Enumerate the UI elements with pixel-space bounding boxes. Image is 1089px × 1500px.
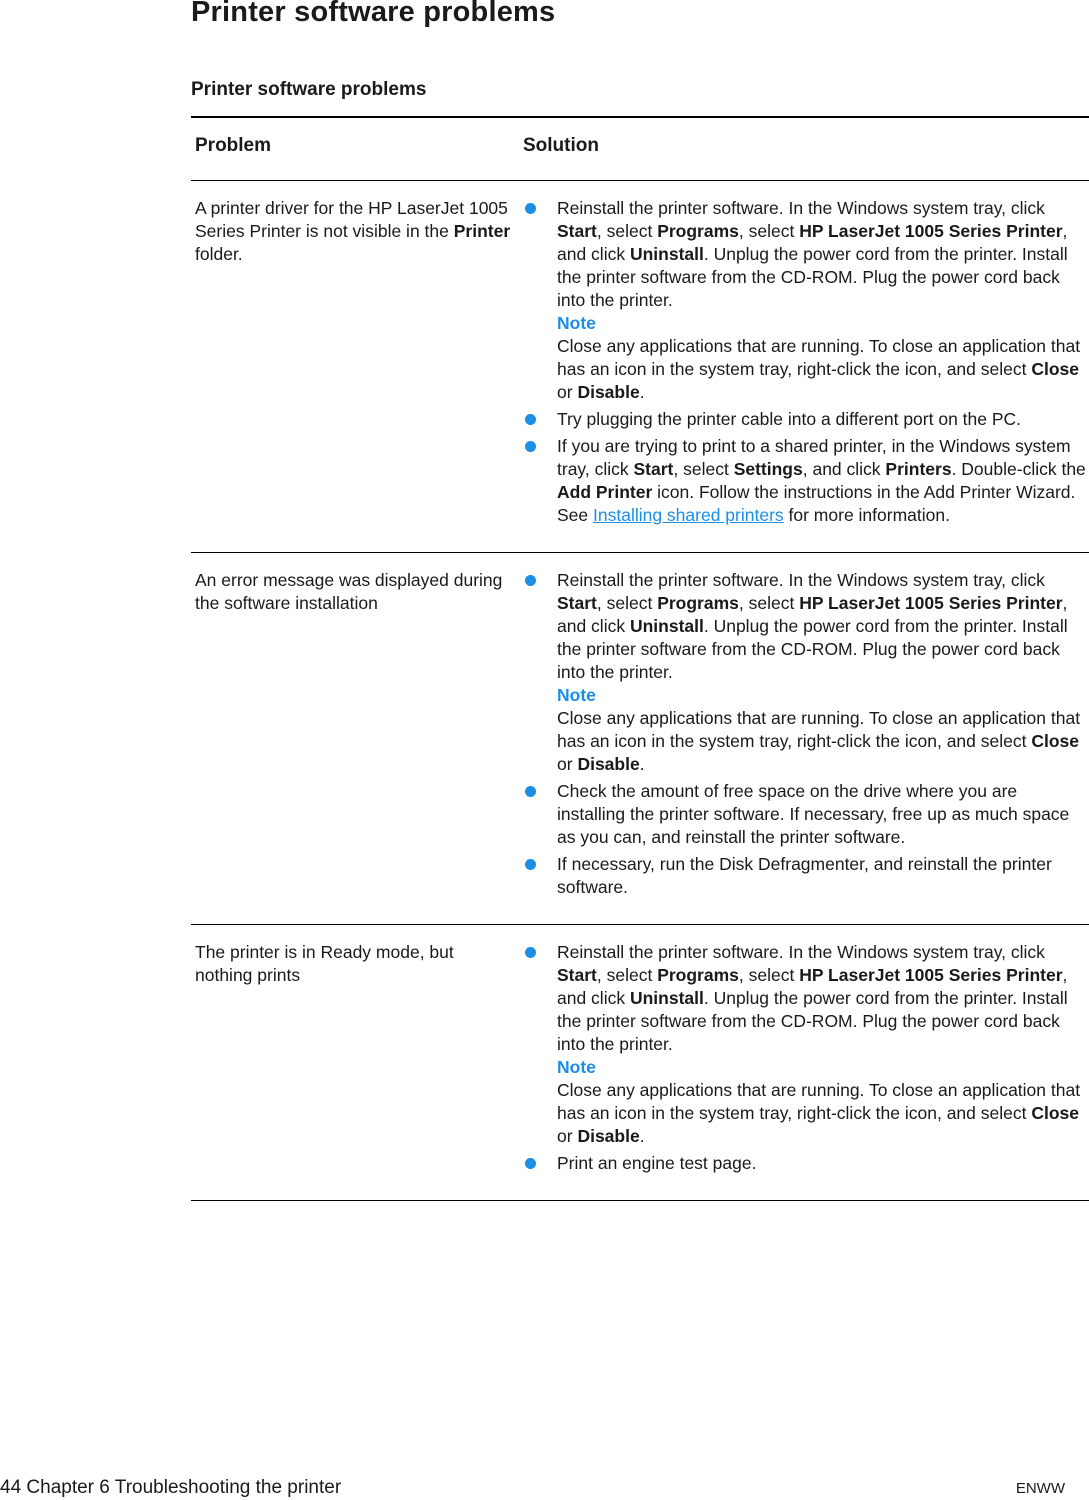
solution-bullet: Reinstall the printer software. In the Windows system tray, click Start, select Programs, select HP LaserJet 1005 Series Printer, and click Uninstall. Unplug the power cord from the printer. Install the printer software from the CD-ROM. Plug the power cord back into the printer. Note Close any applications that are running. To close an application that has an icon in the system tray, right-click the icon, and select Close or Disable. bbox=[525, 569, 1089, 776]
solution-cell bbox=[525, 925, 1089, 1200]
note-label: Note bbox=[557, 313, 596, 333]
page-footer-edition: ENWW bbox=[1015, 1480, 1065, 1497]
bullet-dot-icon bbox=[525, 575, 536, 586]
note-text: Close any applications that are running. To close an application that has an icon in the system tray, right-click the icon, and select Close or Disable. bbox=[557, 1080, 1081, 1146]
page-footer-chapter: 44 Chapter 6 Troubleshooting the printer bbox=[0, 1477, 342, 1498]
bullet-dot-icon bbox=[525, 414, 536, 425]
problem-cell: A printer driver for the HP LaserJet 1005 Series Printer is not visible in the Printer folder. bbox=[195, 198, 511, 264]
table-row bbox=[191, 925, 1089, 1201]
page-title: Printer software problems bbox=[191, 0, 556, 28]
solution-bullet: Check the amount of free space on the drive where you are installing the printer software. If necessary, free up as much space as you can, and reinstall the printer software. bbox=[525, 780, 1089, 849]
solution-bullet: Try plugging the printer cable into a different port on the PC. bbox=[525, 408, 1089, 431]
bullet-dot-icon bbox=[525, 441, 536, 452]
column-header-solution: Solution bbox=[523, 135, 599, 156]
table-title: Printer software problems bbox=[191, 79, 427, 100]
solution-bullet: Reinstall the printer software. In the Windows system tray, click Start, select Programs, select HP LaserJet 1005 Series Printer, and click Uninstall. Unplug the power cord from the printer. Install the printer software from the CD-ROM. Plug the power cord back into the printer. Note Close any applications that are running. To close an application that has an icon in the system tray, right-click the icon, and select Close or Disable. bbox=[525, 197, 1089, 404]
troubleshooting-table bbox=[191, 116, 1089, 1201]
bullet-dot-icon bbox=[525, 947, 536, 958]
column-header-problem: Problem bbox=[195, 135, 272, 156]
solution-bullet: Reinstall the printer software. In the Windows system tray, click Start, select Programs, select HP LaserJet 1005 Series Printer, and click Uninstall. Unplug the power cord from the printer. Install the printer software from the CD-ROM. Plug the power cord back into the printer. Note Close any applications that are running. To close an application that has an icon in the system tray, right-click the icon, and select Close or Disable. bbox=[525, 941, 1089, 1148]
solution-cell bbox=[525, 553, 1089, 924]
installing-shared-printers-link[interactable]: Installing shared printers bbox=[593, 505, 784, 525]
note-text: Close any applications that are running. To close an application that has an icon in the system tray, right-click the icon, and select Close or Disable. bbox=[557, 708, 1081, 774]
table-header-row bbox=[191, 118, 1089, 181]
solution-cell bbox=[525, 181, 1089, 552]
bullet-dot-icon bbox=[525, 786, 536, 797]
table-row bbox=[191, 553, 1089, 925]
note-label: Note bbox=[557, 685, 596, 705]
bullet-dot-icon bbox=[525, 203, 536, 214]
problem-cell: An error message was displayed during the software installation bbox=[195, 570, 503, 613]
solution-bullet: If necessary, run the Disk Defragmenter, and reinstall the printer software. bbox=[525, 853, 1089, 899]
problem-cell: The printer is in Ready mode, but nothing prints bbox=[195, 942, 454, 985]
bullet-dot-icon bbox=[525, 859, 536, 870]
table-row bbox=[191, 181, 1089, 553]
note-text: Close any applications that are running. To close an application that has an icon in the system tray, right-click the icon, and select Close or Disable. bbox=[557, 336, 1081, 402]
solution-bullet: If you are trying to print to a shared printer, in the Windows system tray, click Start, select Settings, and click Printers. Double-click the Add Printer icon. Follow the instructions in the Add Printer Wizard. See Installing shared printers for more information. bbox=[525, 435, 1089, 527]
solution-bullet: Print an engine test page. bbox=[525, 1152, 1089, 1175]
bullet-dot-icon bbox=[525, 1158, 536, 1169]
note-label: Note bbox=[557, 1057, 596, 1077]
